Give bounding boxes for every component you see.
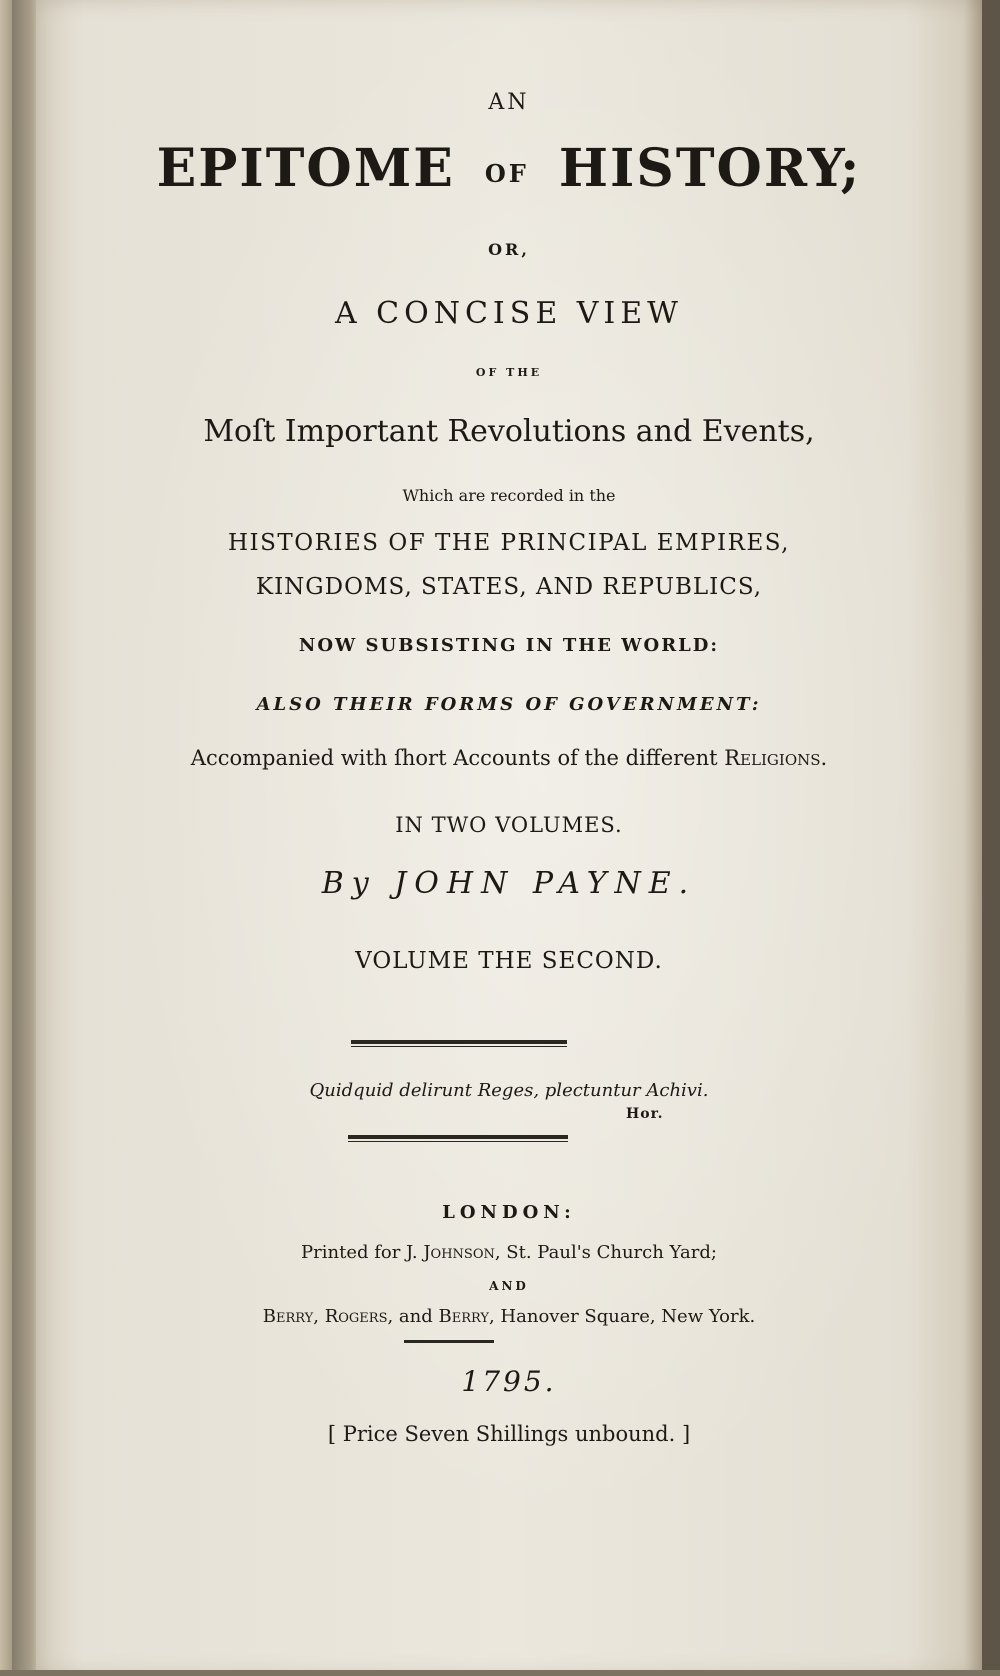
- subtitle-most-important: Moſt Important Revolutions and Events,: [203, 414, 815, 449]
- decorative-rule-short: [404, 1340, 494, 1343]
- printed-for-suffix: , St. Paul's Church Yard;: [494, 1242, 717, 1263]
- title-or: OR,: [488, 240, 530, 259]
- printer-name-rogers: Rogers: [324, 1306, 388, 1327]
- printer-name-johnson: Johnson: [423, 1242, 495, 1263]
- epigraph-quote: Quidquid delirunt Reges, plectuntur Achivi.: [309, 1080, 709, 1101]
- author-line: By JOHN PAYNE.: [321, 866, 697, 901]
- imprint-printed-for: [36, 1242, 982, 1263]
- imprint-and: AND: [489, 1279, 529, 1293]
- subtitle-forms-of-government: ALSO THEIR FORMS OF GOVERNMENT:: [256, 694, 762, 715]
- printer-name-berry-2: Berry: [438, 1306, 489, 1327]
- title-article: AN: [488, 90, 530, 115]
- volume-count: IN TWO VOLUMES.: [395, 813, 623, 837]
- religions-text: Religions.: [724, 746, 828, 770]
- subtitle-histories: HISTORIES OF THE PRINCIPAL EMPIRES,: [228, 530, 790, 556]
- page-bottom-edge: [0, 1670, 1000, 1676]
- subtitle: A CONCISE VIEW: [334, 296, 684, 331]
- title-word-history: HISTORY;: [558, 138, 862, 199]
- imprint-place: LONDON:: [442, 1202, 576, 1223]
- previous-page-edge: [0, 0, 12, 1676]
- decorative-rule-top: [351, 1040, 567, 1047]
- decorative-rule-bottom: [348, 1135, 568, 1142]
- imprint-berry-rogers: Berry, Rogers, and Berry, Hanover Square, New York.: [262, 1306, 756, 1327]
- main-title: [36, 138, 982, 199]
- title-page: [36, 0, 982, 1676]
- title-word-epitome: EPITOME: [156, 138, 455, 199]
- subtitle-which-recorded: Which are recorded in the: [402, 486, 616, 505]
- subtitle-of-the: OF THE: [475, 366, 543, 379]
- imprint-hanover: , Hanover Square, New York.: [488, 1306, 756, 1327]
- epigraph-attribution: Hor.: [626, 1106, 664, 1122]
- publication-year: 1795.: [461, 1365, 557, 1398]
- title-word-of: OF: [484, 159, 529, 188]
- subtitle-now-subsisting: NOW SUBSISTING IN THE WORLD:: [298, 635, 720, 656]
- printed-for-prefix: Printed for J.: [301, 1242, 418, 1263]
- subtitle-kingdoms: KINGDOMS, STATES, AND REPUBLICS,: [255, 574, 763, 600]
- volume-number: VOLUME THE SECOND.: [355, 948, 663, 974]
- accompanied-text: Accompanied with ſhort Accounts of the different: [190, 746, 718, 770]
- subtitle-accompanied: [36, 746, 982, 770]
- printer-name-berry-1: Berry: [262, 1306, 314, 1327]
- price-line: [ Price Seven Shillings unbound. ]: [327, 1422, 691, 1446]
